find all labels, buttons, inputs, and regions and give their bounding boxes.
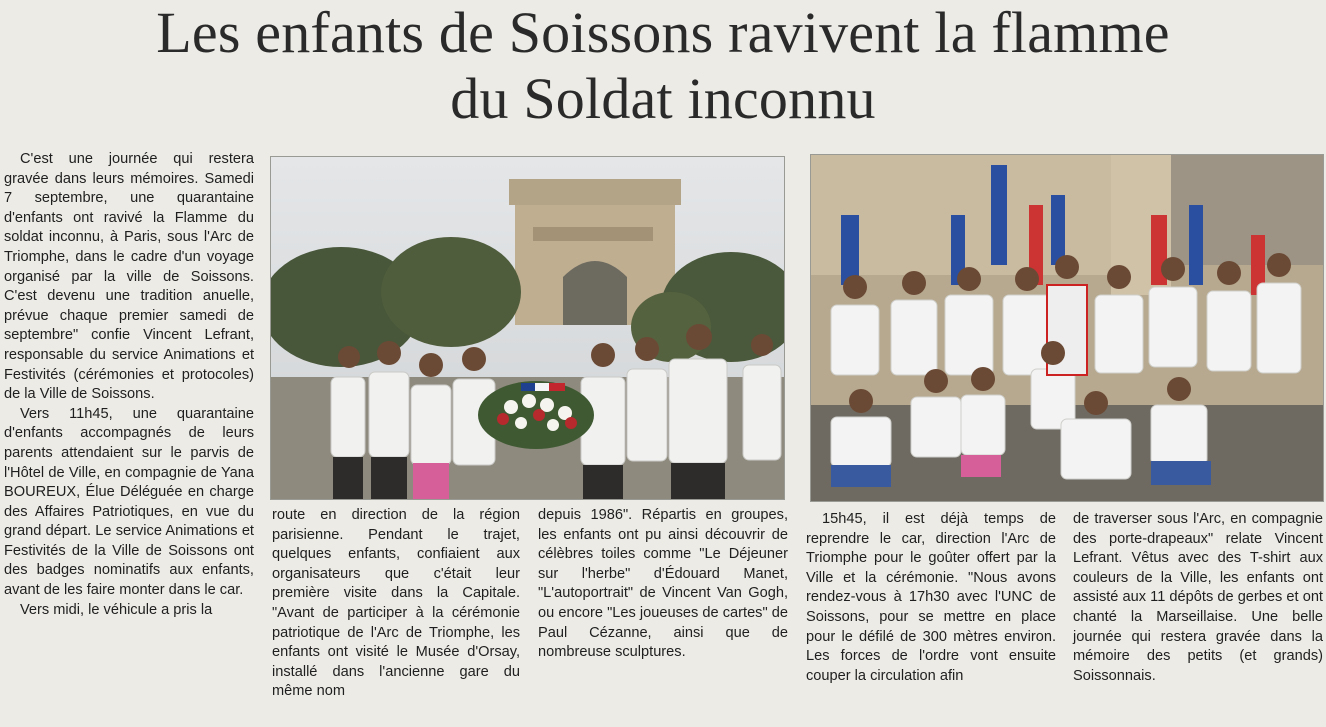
headline-line-1: Les enfants de Soissons ravivent la flamme: [156, 0, 1170, 65]
article-column-4: [806, 510, 1056, 686]
paragraph-journey: route en direction de la région parisienne. Pendant le trajet, quelques enfants, confiaient aux organisateurs que c'était leur première visite dans la Capitale. "Avant de participer à la cérémonie patriotique de l'Arc de Triomphe, les enfants ont visité le Musée d'Orsay, installé dans l'ancienne gare du même nom: [272, 507, 520, 700]
headline-line-2: du Soldat inconnu: [450, 66, 876, 131]
paragraph-museum: depuis 1986". Répartis en groupes, les enfants ont pu ainsi découvrir de célèbres toiles comme "Le Déjeuner sur l'herbe" d'Édouard Manet, "L'autoportrait" de Vincent Van Gogh, ou encore "Les joueuses de cartes" de Paul Cézanne, ainsi que de nombreuse sculptures.: [538, 507, 788, 661]
article-column-5: [1073, 510, 1323, 686]
article-column-3: [538, 506, 788, 663]
article-column-2: [272, 506, 520, 702]
photo-children-arc-de-triomphe: [270, 156, 785, 500]
paragraph-midday: Vers midi, le véhicule a pris la: [20, 601, 213, 618]
paragraph-departure: Vers 11h45, une quarantaine d'enfants accompagnés de leurs parents attendaient sur le parvis de l'Hôtel de Ville, en compagnie de Yana BOUREUX, Élue Déléguée en charge des Affaires Patriotiques, en vue du grand départ. Le service Animations et Festivités de la Ville de Soissons ont des badges nominatifs aux enfants, avant de les faire monter dans le car.: [4, 405, 254, 599]
photo-group-flags: [810, 154, 1324, 502]
article-column-1: [4, 150, 254, 620]
paragraph-intro: C'est une journée qui restera gravée dans leurs mémoires. Samedi 7 septembre, une quarantaine d'enfants ont ravivé la Flamme du soldat inconnu, à Paris, sous l'Arc de Triomphe, dans le cadre d'un voyage organisé par la ville de Soissons. C'est devenu une tradition anuelle, prévue chaque premier samedi de septembre" confie Vincent Lefrant, responsable du service Animations et Festivités (cérémonies et protocoles) de la Ville de Soissons.: [4, 151, 254, 403]
paragraph-ceremony: 15h45, il est déjà temps de reprendre le car, direction l'Arc de Triomphe pour le goûter offert par la Ville et la cérémonie. "Nous avons rendez-vous à 17h30 avec l'UNC de Soissons, pour se mettre en place pour le défilé de 300 mètres environ. Les forces de l'ordre vont ensuite couper la circulation afin: [806, 511, 1056, 684]
paragraph-conclusion: de traverser sous l'Arc, en compagnie des porte-drapeaux" relate Vincent Lefrant. Vêtus avec des T-shirt aux couleurs de la Ville, les enfants ont assisté aux 11 dépôts de gerbes et ont chanté la Marseillaise. Une belle journée qui restera gravée dans la mémoire des petits (et grands) Soissonnais.: [1073, 511, 1323, 684]
